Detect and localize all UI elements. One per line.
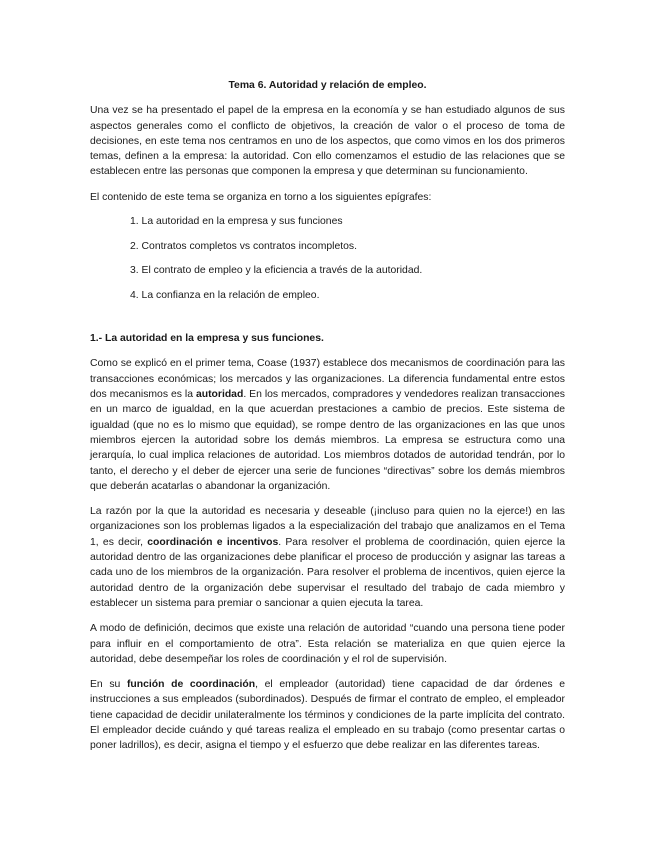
paragraph-coase (90, 356, 565, 494)
list-item: 2. Contratos completos vs contratos incompletos. (130, 240, 357, 252)
intro-paragraph: Una vez se ha presentado el papel de la empresa en la economía y se han estudiado algunos de sus aspectos generales como el conflicto de objetivos, la creación de valor o el proceso de toma de decisiones, en este tema nos centramos en uno de los aspectos, que como vimos en los dos primeros temas, definen a la empresa: la autoridad. Con ello comenzamos el estudio de las relaciones que se establecen entre las personas que componen la empresa y que determinan su funcionamiento. (90, 105, 565, 178)
document-title: Tema 6. Autoridad y relación de empleo. (228, 80, 427, 91)
text-run: , el empleador (autoridad) tiene capacidad de dar órdenes e instrucciones a sus empleados (subordinados). Después de firmar el contrato de empleo, el empleador tiene capacidad de decidir unilateralmente los términos y condiciones de la parte implícita del contrato. El empleador decide cuándo y qué tareas realiza el empleado en su trabajo (como presentar cartas o poner ladrillos), es decir, asigna el tiempo y el esfuerzo que debe realizar en las diferentes tareas. (90, 679, 565, 752)
list-item: 1. La autoridad en la empresa y sus funciones (130, 216, 343, 228)
text-run: La razón por la que la autoridad es necesaria y deseable (¡incluso para quien no la ejerce!) en las organizaciones son los problemas ligados a la especialización del trabajo que analizamos en el Tema 1, es decir, (90, 506, 565, 548)
paragraph-funcion-coordinacion (90, 677, 565, 753)
paragraph-definicion: A modo de definición, decimos que existe una relación de autoridad “cuando una persona tiene poder para influir en el comportamiento de otra”. Esta relación se materializa en que quien ejerce la autoridad, debe desempeñar los roles de coordinación y el rol de supervisión. (90, 623, 565, 665)
text-run: . En los mercados, compradores y vendedores realizan transacciones en un marco de igualdad, en la que acuerdan prestaciones a cambio de precios. Este sistema de igualdad (que no es lo mismo que equidad), se rompe dentro de las organizaciones en las que unos miembros ejercen la autoridad sobre los demás miembros. La empresa se estructura como una jerarquía, lo cual implica relaciones de autoridad. Los miembros dotados de autoridad tendrán, por lo tanto, el derecho y el deber de ejercer una serie de funciones “directivas” sobre los demás miembros que deberán acatarlas o abandonar la organización. (90, 389, 565, 492)
contents-intro: El contenido de este tema se organiza en torno a los siguientes epígrafes: (90, 191, 432, 203)
epigrafes-list (90, 214, 565, 303)
text-run: . Para resolver el problema de coordinación, quien ejerce la autoridad dentro de las organizaciones debe planificar el proceso de producción y asignar las tareas a cada uno de los miembros de la organización. Para resolver el problema de incentivos, quien ejerce la autoridad dentro de la organización debe supervisar el resultado del trabajo de cada miembro y establecer un sistema para premiar o sancionar a quien ejecuta la tarea. (90, 536, 565, 609)
section-heading: 1.- La autoridad en la empresa y sus funciones. (90, 333, 324, 345)
text-run: Como se explicó en el primer tema, Coase (1937) establece dos mecanismos de coordinación para las transacciones económicas; los mercados y las organizaciones. La diferencia fundamental entre estos dos mecanismos es la (90, 358, 565, 401)
list-item: 3. El contrato de empleo y la eficiencia a través de la autoridad. (130, 265, 423, 277)
paragraph-razon (90, 504, 565, 611)
bold-term-coordinacion-incentivos: coordinación e incentivos (147, 536, 279, 548)
bold-term-autoridad: autoridad (195, 389, 244, 401)
bold-term-funcion-coordinacion: función de coordinación (126, 679, 256, 691)
document-page (90, 78, 565, 764)
text-run: En su (90, 679, 127, 691)
list-item: 4. La confianza en la relación de empleo. (130, 289, 320, 301)
